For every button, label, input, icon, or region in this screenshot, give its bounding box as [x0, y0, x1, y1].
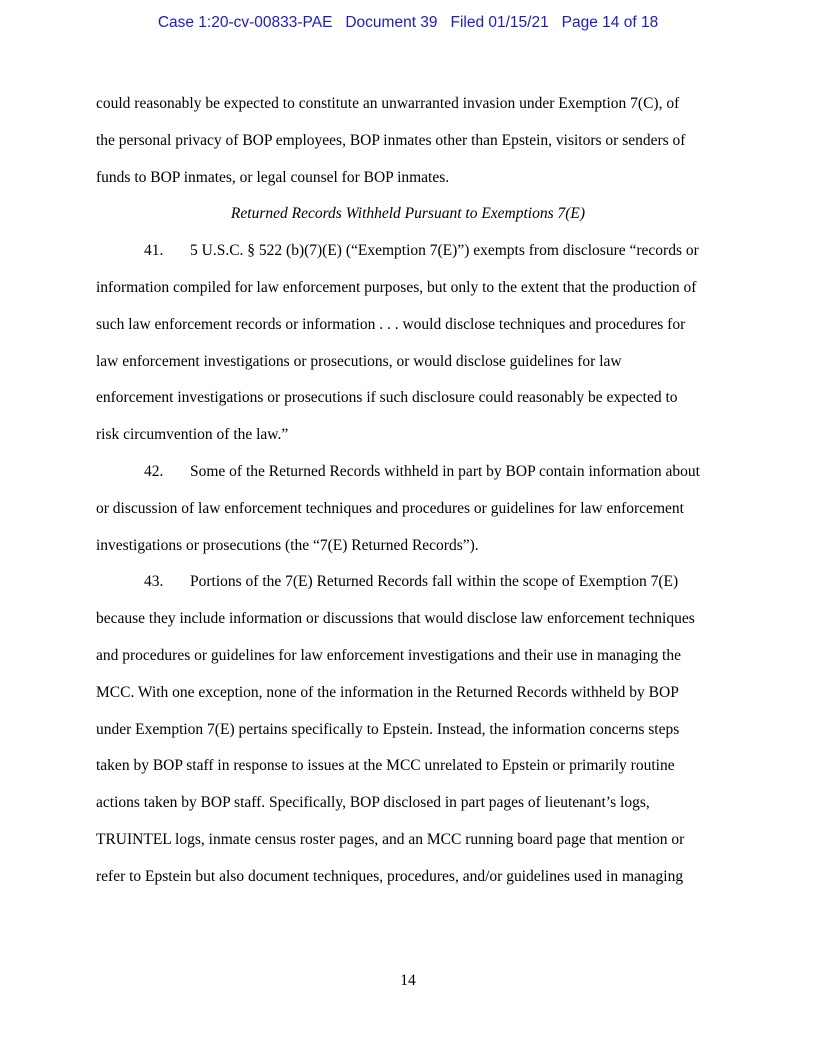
text-span: 5 U.S.C. § 522 (b)(7)(E) (“Exemption 7(E)”) exempts from disclosure “records or [190, 242, 699, 260]
text-line: or discussion of law enforcement techniques and procedures or guidelines for law enforcement [96, 499, 684, 517]
text-line: actions taken by BOP staff. Specifically, BOP disclosed in part pages of lieutenant’s logs, [96, 794, 650, 812]
text-line: information compiled for law enforcement purposes, but only to the extent that the production of [96, 278, 697, 296]
paragraph-number: 43. [144, 573, 164, 591]
document-body [96, 89, 720, 899]
text-line: the personal privacy of BOP employees, BOP inmates other than Epstein, visitors or senders of [96, 131, 686, 149]
page-count: Page 14 of 18 [561, 14, 659, 31]
text-line: could reasonably be expected to constitute an unwarranted invasion under Exemption 7(C), of [96, 95, 680, 112]
text-line: such law enforcement records or information . . . would disclose techniques and procedures for [96, 315, 686, 333]
text-line: because they include information or discussions that would disclose law enforcement techniques [96, 610, 695, 628]
text-span: Portions of the 7(E) Returned Records fall within the scope of Exemption 7(E) [190, 573, 679, 591]
text-line: refer to Epstein but also document techniques, procedures, and/or guidelines used in managing [96, 867, 684, 885]
document-number: Document 39 [345, 14, 438, 31]
paragraph-number: 42. [144, 462, 164, 480]
page-number: 14 [400, 972, 416, 989]
paragraph-43-line [96, 567, 720, 604]
filed-date: Filed 01/15/21 [450, 14, 549, 31]
text-line: MCC. With one exception, none of the information in the Returned Records withheld by BOP [96, 683, 679, 701]
text-line: law enforcement investigations or prosecutions, or would disclose guidelines for law [96, 352, 622, 370]
paragraph-number: 41. [144, 242, 164, 260]
text-line: enforcement investigations or prosecutions if such disclosure could reasonably be expected to [96, 389, 678, 407]
text-line: TRUINTEL logs, inmate census roster pages, and an MCC running board page that mention or [96, 830, 685, 848]
ecf-header [0, 14, 816, 32]
text-line: risk circumvention of the law.” [96, 426, 289, 444]
paragraph-42-line [96, 457, 720, 494]
case-number: Case 1:20-cv-00833-PAE [157, 14, 333, 31]
text-line: taken by BOP staff in response to issues at the MCC unrelated to Epstein or primarily routine [96, 757, 675, 775]
text-line: investigations or prosecutions (the “7(E) Returned Records”). [96, 536, 479, 554]
section-heading: Returned Records Withheld Pursuant to Exemptions 7(E) [230, 205, 586, 223]
text-line: and procedures or guidelines for law enforcement investigations and their use in managing the [96, 646, 681, 664]
text-line: funds to BOP inmates, or legal counsel for BOP inmates. [96, 168, 450, 186]
text-span: Some of the Returned Records withheld in part by BOP contain information about [190, 462, 700, 480]
paragraph-41-line [96, 236, 720, 273]
text-line: under Exemption 7(E) pertains specifically to Epstein. Instead, the information concerns steps [96, 720, 680, 738]
